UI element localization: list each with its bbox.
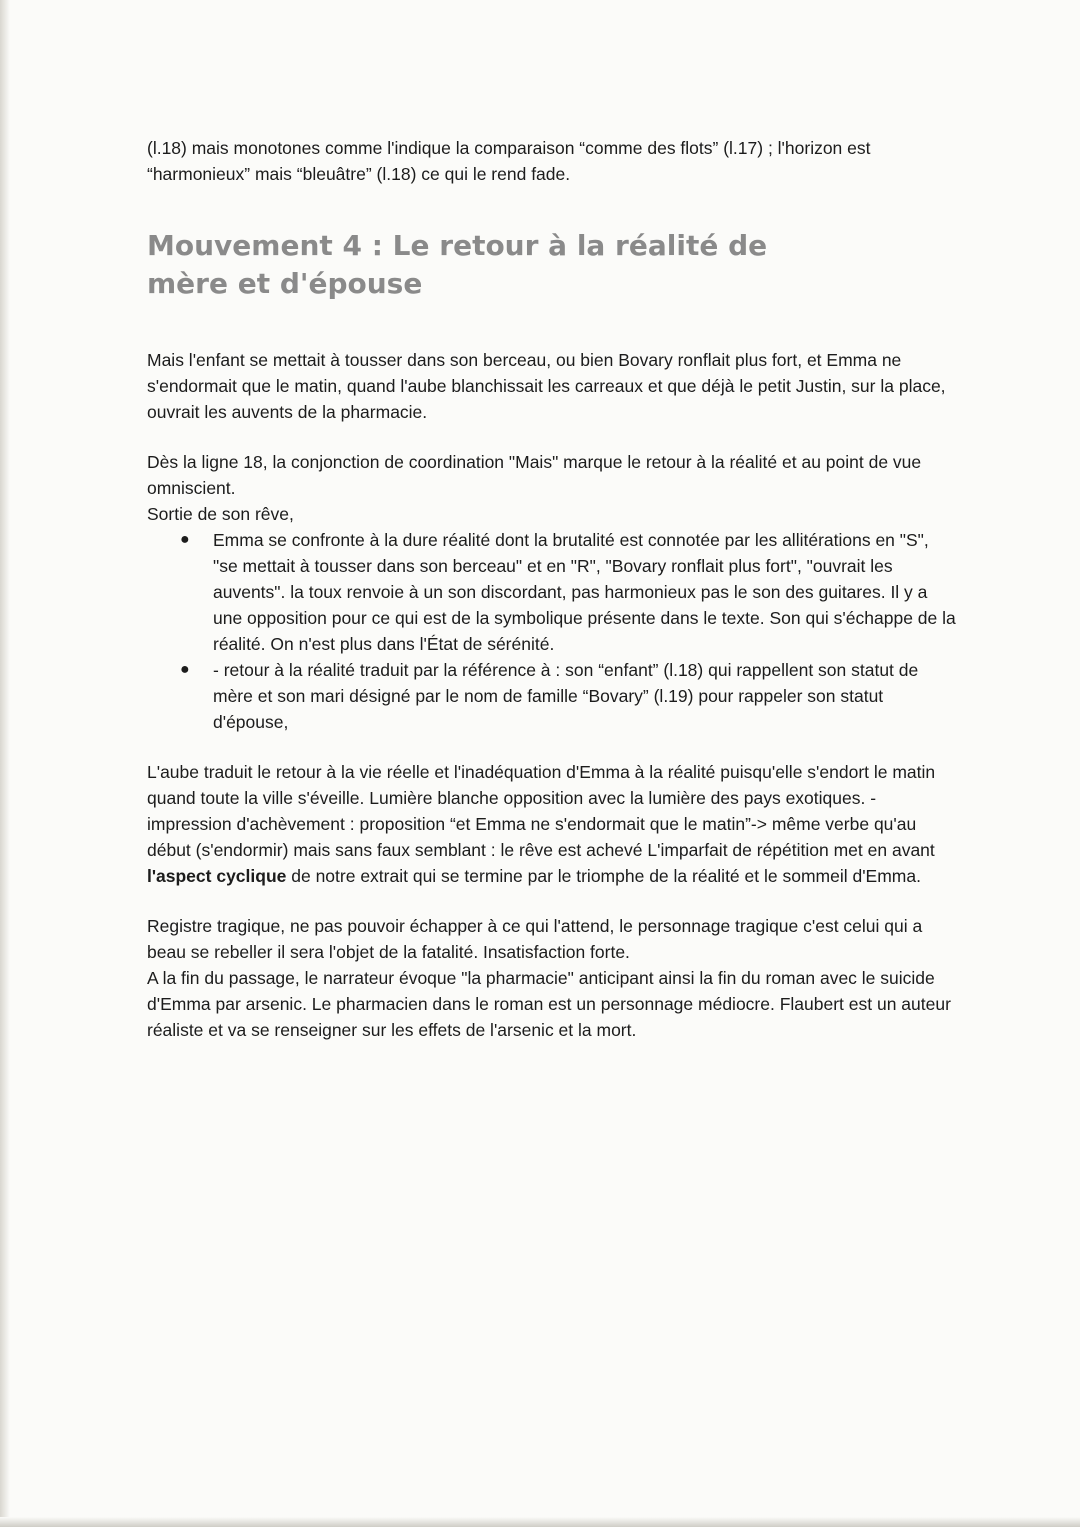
list-item — [180, 527, 957, 657]
bullet-text: - retour à la réalité traduit par la référence à : son “enfant” (l.18) qui rappellent son statut de mère et son mari désigné par le nom de famille “Bovary” (l.19) pour rappeler son statut d'épouse, — [213, 660, 919, 732]
page-left-edge — [0, 0, 10, 1527]
tragic-paragraph: Registre tragique, ne pas pouvoir échapper à ce qui l'attend, le personnage tragique c'est celui qui a beau se rebeller il sera l'objet de la fatalité. Insatisfaction forte. — [147, 916, 923, 962]
intro-paragraph: (l.18) mais monotones comme l'indique la comparaison “comme des flots” (l.17) ; l'horizon est “harmonieux” mais “bleuâtre” (l.18) ce qui le rend fade. — [147, 138, 871, 184]
conclusion-paragraph: A la fin du passage, le narrateur évoque "la pharmacie" anticipant ainsi la fin du roman avec le suicide d'Emma par arsenic. Le pharmacien dans le roman est un personnage médiocre. Flaubert est un auteur réaliste et va se renseigner sur les effets de l'arsenic et la mort. — [147, 968, 951, 1040]
quoted-passage: Mais l'enfant se mettait à tousser dans son berceau, ou bien Bovary ronflait plus fort, et Emma ne s'endormait que le matin, quand l'aube blanchissait les carreaux et que déjà le petit Justin, sur la place, ouvrait les auvents de la pharmacie. — [147, 350, 946, 422]
section-heading: Mouvement 4 : Le retour à la réalité de mère et d'épouse — [147, 229, 768, 300]
page-content — [147, 135, 957, 1043]
dawn-bold-phrase: l'aspect cyclique — [147, 866, 287, 886]
bullet-icon: ● — [180, 661, 190, 678]
bullet-text: Emma se confronte à la dure réalité dont la brutalité est connotée par les allitérations en "S", "se mettait à tousser dans son berceau" et en "R", "Bovary ronflait plus fort", "ouvrait les auvents". la toux renvoie à un son discordant, pas harmonieux pas le son des guitares. Il y a une opposition pour ce qui est de la symbolique présente dans le texte. Son qui s'échappe de la réalité. On n'est plus dans l'État de sérénité. — [213, 530, 956, 654]
bullet-icon: ● — [180, 531, 190, 548]
dawn-text-start: L'aube traduit le retour à la vie réelle et l'inadéquation d'Emma à la réalité puisqu'elle s'endort le matin quand toute la ville s'éveille. Lumière blanche opposition avec la lumière des pays exotiques. - impression d'achèvement : proposition “et Emma ne s'endormait que le matin”-> même verbe qu'au début (s'endormir) mais sans faux semblant : le rêve est achevé L'imparfait de répétition met en avant — [147, 762, 936, 860]
analysis-intro: Dès la ligne 18, la conjonction de coordination "Mais" marque le retour à la réalité et au point de vue omniscient. — [147, 452, 922, 498]
list-item — [180, 657, 957, 735]
page-bottom-edge — [0, 1517, 1080, 1527]
analysis-lead: Sortie de son rêve, — [147, 504, 294, 524]
dawn-paragraph — [147, 759, 957, 889]
analysis-bullet-list — [147, 527, 957, 735]
dawn-text-end: de notre extrait qui se termine par le triomphe de la réalité et le sommeil d'Emma. — [286, 866, 921, 886]
